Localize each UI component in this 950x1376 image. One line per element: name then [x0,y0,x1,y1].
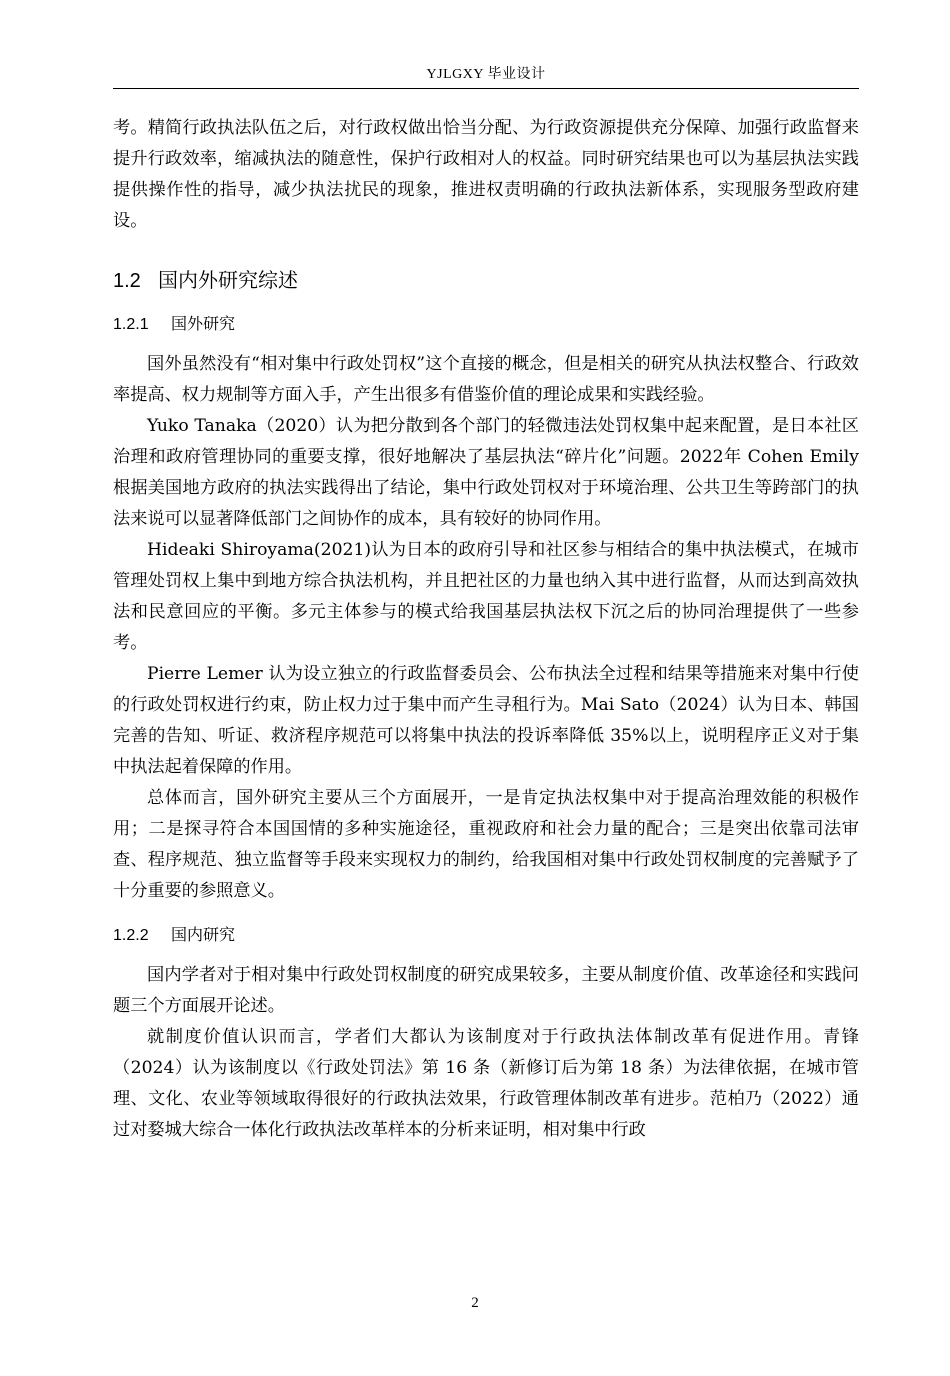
page-number: 2 [471,1295,479,1311]
section-heading [113,266,859,295]
paragraph: Yuko Tanaka（2020）认为把分散到各个部门的轻微违法处罚权集中起来配置，是日本社区治理和政府管理协同的重要支撑，很好地解决了基层执法“碎片化”问题。2022年 Cohen Emily 根据美国地方政府的执法实践得出了结论，集中行政处罚权对于环境治理、公共卫生等跨部门的执法来说可以显著降低部门之间协作的成本，具有较好的协同作用。 [113,416,859,529]
subsection-heading-foreign [113,312,859,337]
subsection-number: 1.2.2 [113,927,149,944]
paragraph: Hideaki Shiroyama(2021)认为日本的政府引导和社区参与相结合的集中执法模式，在城市管理处罚权上集中到地方综合执法机构，并且把社区的力量也纳入其中进行监督，从而达到高效执法和民意回应的平衡。多元主体参与的模式给我国基层执法权下沉之后的协同治理提供了一些参考。 [113,540,859,653]
subsection-title: 国外研究 [171,314,236,333]
subsection-title: 国内研究 [171,925,236,944]
paragraph: 总体而言，国外研究主要从三个方面展开，一是肯定执法权集中对于提高治理效能的积极作用；二是探寻符合本国国情的多种实施途径，重视政府和社会力量的配合；三是突出依靠司法审查、程序规范、独立监督等手段来实现权力的制约，给我国相对集中行政处罚权制度的完善赋予了十分重要的参照意义。 [113,788,859,901]
subsection-number: 1.2.1 [113,316,149,333]
page-header: YJLGXY 毕业设计 [426,67,546,82]
paragraph: 国外虽然没有“相对集中行政处罚权”这个直接的概念，但是相关的研究从执法权整合、行政效率提高、权力规制等方面入手，产生出很多有借鉴价值的理论成果和实践经验。 [113,354,859,405]
subsection-heading-domestic [113,923,859,948]
paragraph: Pierre Lemer 认为设立独立的行政监督委员会、公布执法全过程和结果等措施来对集中行使的行政处罚权进行约束，防止权力过于集中而产生寻租行为。Mai Sato（2024）认为日本、韩国完善的告知、听证、救济程序规范可以将集中执法的投诉率降低 35%以上，说明程序正义对于集中执法起着保障的作用。 [113,664,859,777]
paragraph: 国内学者对于相对集中行政处罚权制度的研究成果较多，主要从制度价值、改革途径和实践问题三个方面展开论述。 [113,965,859,1016]
page-body [113,113,859,1146]
paragraph: 就制度价值认识而言，学者们大都认为该制度对于行政执法体制改革有促进作用。青锋（2024）认为该制度以《行政处罚法》第 16 条（新修订后为第 18 条）为法律依据，在城市管理、文化、农业等领域取得很好的行政执法效果，行政管理体制改革有进步。范柏乃（2022）通过对婺城大综合一体化行政执法改革样本的分析来证明，相对集中行政 [113,1027,859,1140]
section-title: 国内外研究综述 [158,268,298,292]
section-number: 1.2 [113,270,141,292]
header-rule [113,88,859,89]
opening-paragraph: 考。精简行政执法队伍之后，对行政权做出恰当分配、为行政资源提供充分保障、加强行政监督来提升行政效率，缩减执法的随意性，保护行政相对人的权益。同时研究结果也可以为基层执法实践提供操作性的指导，减少执法扰民的现象，推进权责明确的行政执法新体系，实现服务型政府建设。 [113,118,859,231]
